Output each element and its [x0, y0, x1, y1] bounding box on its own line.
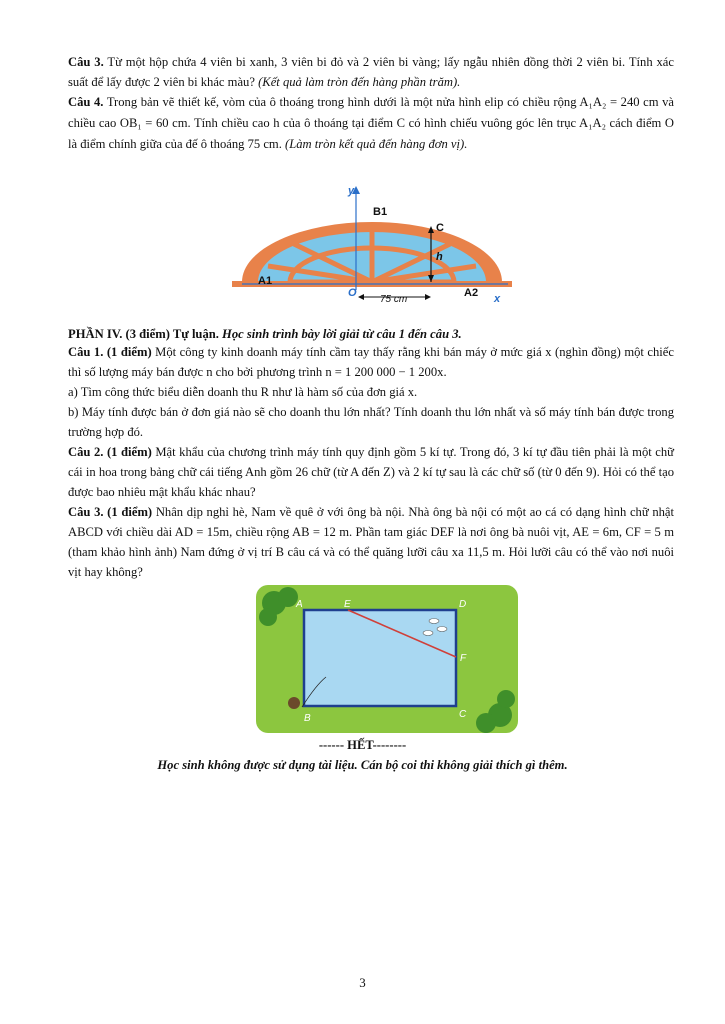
question-part-a: a) Tìm công thức biểu diễn doanh thu R như là hàm số của đơn giá x.	[68, 385, 418, 399]
label-a1: A1	[258, 275, 273, 287]
question-part-b: b) Máy tính được bán ở đơn giá nào sẽ cho doanh thu lớn nhất? Tính doanh thu lớn nhất và số máy tính bán được trong trường hợp đó.	[68, 405, 674, 439]
question-3-mcq	[68, 52, 674, 92]
question-label: Câu 3.	[68, 55, 104, 69]
label-f: F	[460, 653, 467, 664]
question-4	[68, 92, 674, 155]
label-d: D	[459, 599, 467, 610]
label-c: C	[436, 222, 444, 234]
label-e: E	[344, 599, 351, 610]
label-x: x	[494, 293, 501, 305]
question-label: Câu 1. (1 điểm)	[68, 345, 152, 359]
label-c: C	[459, 709, 467, 720]
question-label: Câu 2. (1 điểm)	[68, 445, 152, 459]
pond-figure	[256, 585, 518, 733]
question-label: Câu 4.	[68, 95, 104, 109]
label-b1: B1	[373, 206, 388, 218]
part-instruction: Học sinh trình bày lời giải từ câu 1 đến câu 3.	[222, 327, 462, 341]
label-b: B	[304, 713, 311, 724]
part-4-header	[68, 326, 674, 342]
person-b	[288, 697, 300, 709]
question-text: Trong bản vẽ thiết kế, vòm của ô thoáng trong hình dưới là một nửa hình elip có chiều rộng A₁A₂ = 240 cm và chiều cao OB₁ = 60 cm. Tính chiều cao h của ô thoáng tại điểm C có hình chiếu vuông góc lên trục A₁A₂ cách điểm O là điểm chính giữa của đế ô thoáng 75 cm.	[68, 95, 674, 151]
label-h: h	[436, 251, 443, 263]
part-heading: PHẦN IV. (3 điểm) Tự luận.	[68, 327, 219, 341]
essay-question-2	[68, 442, 674, 502]
question-text: Nhân dịp nghỉ hè, Nam về quê ở với ông bà nội. Nhà ông bà nội có một ao cá có dạng hình chữ nhật ABCD với chiều dài AD = 15m, chiều rộng AB = 12 m. Phần tam giác DEF là nơi ông bà nuôi vịt, AE = 6m, CF = 5 m (tham khảo hình ảnh) Nam đứng ở vị trí B câu cá và có thể quăng lưỡi câu xa 11,5 m. Hỏi lưỡi câu có thể vào nơi nuôi vịt hay không?	[68, 505, 675, 579]
essay-question-1	[68, 342, 674, 442]
question-text: Từ một hộp chứa 4 viên bi xanh, 3 viên bi đỏ và 2 viên bi vàng; lấy ngẫu nhiên đồng thời 2 viên bi. Tính xác suất để lấy được 2 viên bi khác màu?	[68, 55, 674, 89]
question-note: (Làm tròn kết quả đến hàng đơn vị).	[285, 137, 468, 151]
essay-question-3	[68, 502, 674, 582]
ellipse-window-figure	[232, 186, 512, 308]
question-label: Câu 3. (1 điểm)	[68, 505, 153, 519]
label-a2: A2	[464, 287, 479, 299]
label-o: O	[348, 287, 357, 299]
label-a: A	[296, 599, 303, 610]
question-text: Một công ty kinh doanh máy tính cầm tay thấy rằng khi bán máy ở mức giá x (nghìn đồng) một chiếc thì số lượng máy bán được n cho bởi phương trình n = 1 200 000 − 1 200x.	[68, 345, 674, 379]
end-marker: ------ HẾT--------	[318, 738, 407, 752]
footer-note: Học sinh không được sử dụng tài liệu. Cán bộ coi thi không giải thích gì thêm.	[157, 758, 568, 772]
question-text: Mật khẩu của chương trình máy tính quy định gồm 5 kí tự. Trong đó, 3 kí tự đầu tiên phải là một chữ cái in hoa trong bảng chữ cái tiếng Anh gồm 26 chữ (từ A đến Z) và 2 kí tự sau là các chữ số (từ 0 đến 9). Hỏi có thể tạo được bao nhiêu mật khẩu khác nhau?	[68, 445, 675, 499]
label-y: y	[348, 186, 355, 197]
question-note: (Kết quả làm tròn đến hàng phần trăm).	[258, 75, 461, 89]
label-75cm: 75 cm	[380, 294, 408, 305]
page-number: 3	[359, 975, 366, 990]
